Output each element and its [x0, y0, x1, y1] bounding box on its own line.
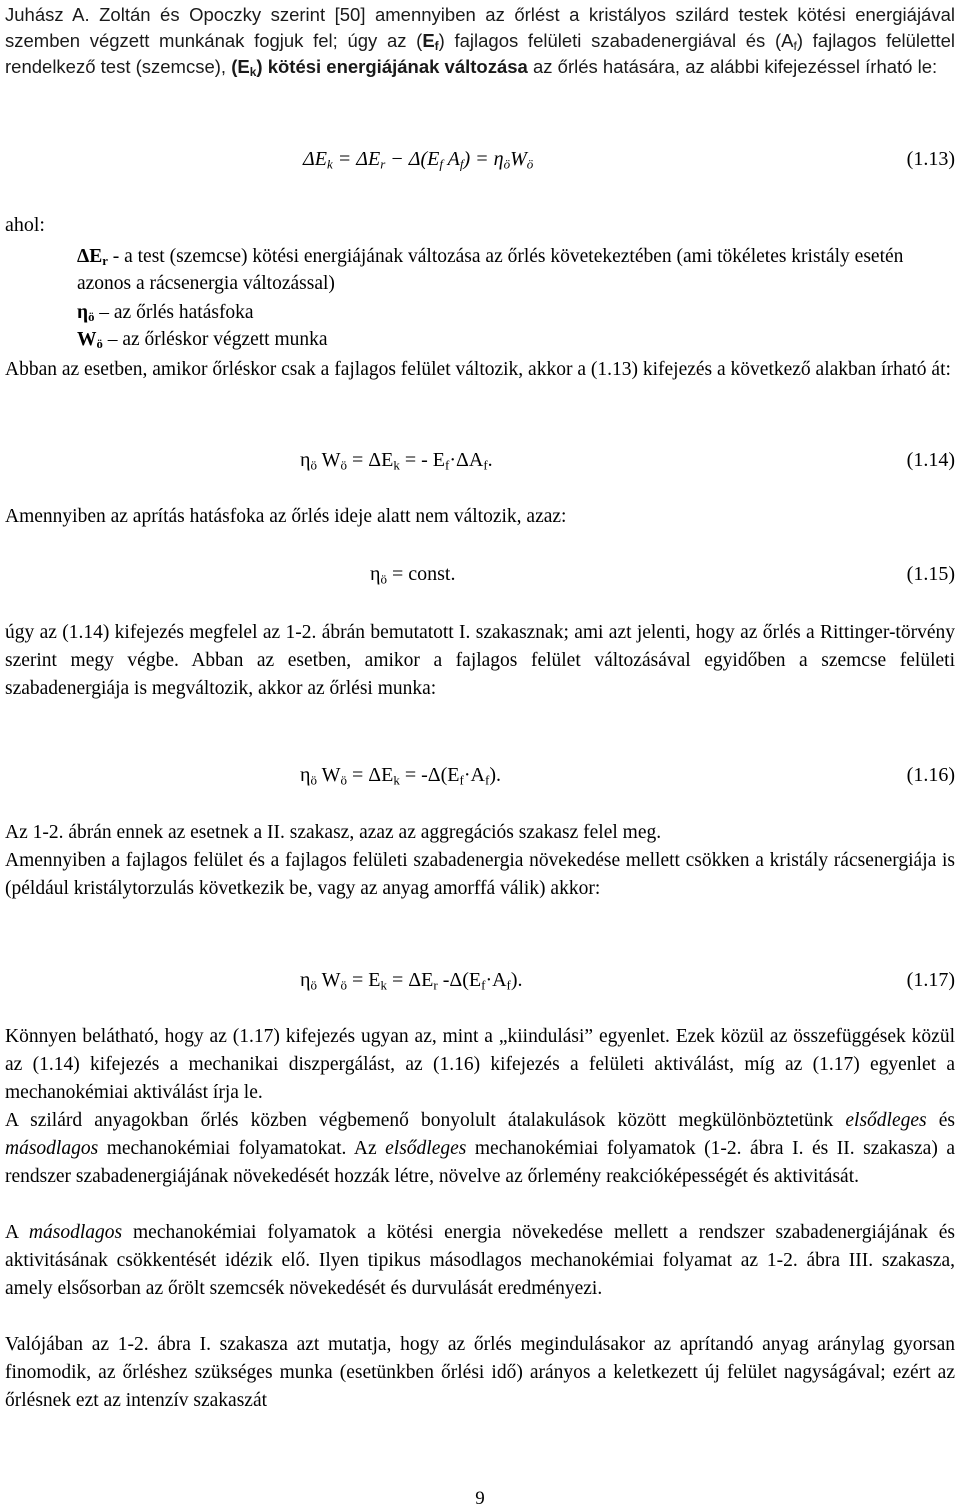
ahol-label: ahol: — [5, 214, 45, 236]
ek-symbol: $(E_k)$ kötési energiájának változása — [231, 56, 528, 79]
af-symbol: $A_f$ — [781, 30, 797, 53]
definition-er: $\Delta E_r$ - a test (szemcse) kötési energiájának változása az őrlés követekeztében (ami tökéletes kristály esetén azonos a rácsenergia változással) — [77, 246, 904, 294]
intro-text-3: ) fajlagos felülettel rendelkező test (szemcse), — [5, 30, 955, 77]
equation-1-14: $\eta_ö$ $W_ö = \Delta E_k$ = - $E_f\cdot\Delta A_f$. — [300, 449, 493, 473]
paragraph-4: Az 1-2. ábrán ennek az esetnek a II. szakasz, azaz az aggregációs szakasz felel meg. — [5, 822, 662, 843]
paragraph-1: Abban az esetben, amikor őrléskor csak a fajlagos felület változik, akkor a (1.13) kifejezés a következő alakban írható át: — [5, 359, 951, 380]
equation-number-1-15: (1.15) — [906, 563, 955, 585]
definition-eta: $\eta_ö$ – az őrlés hatásfoka — [77, 302, 254, 325]
paragraph-3: úgy az (1.14) kifejezés megfelel az 1-2. ábrán bemutatott I. szakasznak; ami azt jelenti, hogy az őrlés a Rittinger-törvény szerint megy végbe. Abban az esetben, amikor a fajlagos felület változásával egyidőben a szemcse felületi szabadenergiája is megváltozik, akkor az őrlési munka: — [5, 622, 955, 699]
equation-1-15: $\eta_ö$ = const. — [370, 563, 456, 587]
page-number: 9 — [475, 1488, 485, 1509]
intro-text-1: Juhász A. Zoltán és Opoczky szerint [50] amennyiben az őrlést a kristályos szilárd testek kötési energiájával szemben végzett munkának fogjuk fel; úgy az ( — [5, 4, 955, 51]
equation-number-1-17: (1.17) — [906, 969, 955, 991]
equation-1-13: $\Delta E_k = \Delta E_r - \Delta(E_f$ $A_f) = \eta_öW_ö$ — [303, 148, 534, 172]
equation-1-17: $\eta_ö$ $W_ö = E_k = \Delta E_r$ $-\Delta(E_f\cdot A_f)$. — [300, 969, 523, 993]
paragraph-6: Könnyen belátható, hogy az (1.17) kifejezés ugyan az, mint a „kiindulási” egyenlet. Ezek közül az összefüggések közül az (1.14) kifejezés a mechanikai diszpergálást, az (1.16) kifejezés a felületi aktiválást, míg az (1.17) egyenlet a mechanokémiai aktiválást írja le. — [5, 1026, 955, 1103]
equation-number-1-14: (1.14) — [906, 449, 955, 471]
paragraph-2: Amennyiben az aprítás hatásfoka az őrlés ideje alatt nem változik, azaz: — [5, 506, 567, 527]
intro-paragraph — [5, 2, 955, 80]
paragraph-7: A szilárd anyagokban őrlés közben végbemenő bonyolult átalakulások között megkülönböztetünk elsődleges és másodlagos mechanokémiai folyamatokat. Az elsődleges mechanokémiai folyamatok (1-2. ábra I. és II. szakasza) a rendszer szabadenergiájának növekedését hozzák létre, növelve az őrlemény reakcióképességét és aktivitását. — [5, 1110, 955, 1187]
intro-text-2: ) fajlagos felületi szabadenergiával és ( — [438, 30, 782, 51]
definition-w: $W_ö$ – az őrléskor végzett munka — [77, 329, 328, 352]
intro-text-4: az őrlés hatására, az alábbi kifejezéssel írható le: — [527, 56, 938, 77]
equation-number-1-13: (1.13) — [906, 148, 955, 170]
equation-number-1-16: (1.16) — [906, 764, 955, 786]
paragraph-5: Amennyiben a fajlagos felület és a fajlagos felületi szabadenergia növekedése mellett csökken a kristály rácsenergiája is (például kristálytorzulás következik be, vagy az anyag amorffá válik) akkor: — [5, 850, 955, 899]
ef-symbol: $E_f$ — [422, 30, 439, 53]
equation-1-16: $\eta_ö$ $W_ö = \Delta E_k = -\Delta(E_f\cdot A_f)$. — [300, 764, 501, 788]
paragraph-9: Valójában az 1-2. ábra I. szakasza azt mutatja, hogy az őrlés megindulásakor az aprítandó anyag aránylag gyorsan finomodik, az őrléshez szükséges munka (esetünkben őrlési idő) arányos a keletkezett új felület nagyságával; ezért az őrlésnek ezt az intenzív szakaszát — [5, 1334, 955, 1411]
paragraph-8: A másodlagos mechanokémiai folyamatok a kötési energia növekedése mellett a rendszer szabadenergiájának és aktivitásának csökkentését idézik elő. Ilyen tipikus másodlagos mechanokémiai folyamat az 1-2. ábra III. szakasza, amely elsősorban az őrölt szemcsék növekedését és durvulását eredményezi. — [5, 1222, 955, 1299]
